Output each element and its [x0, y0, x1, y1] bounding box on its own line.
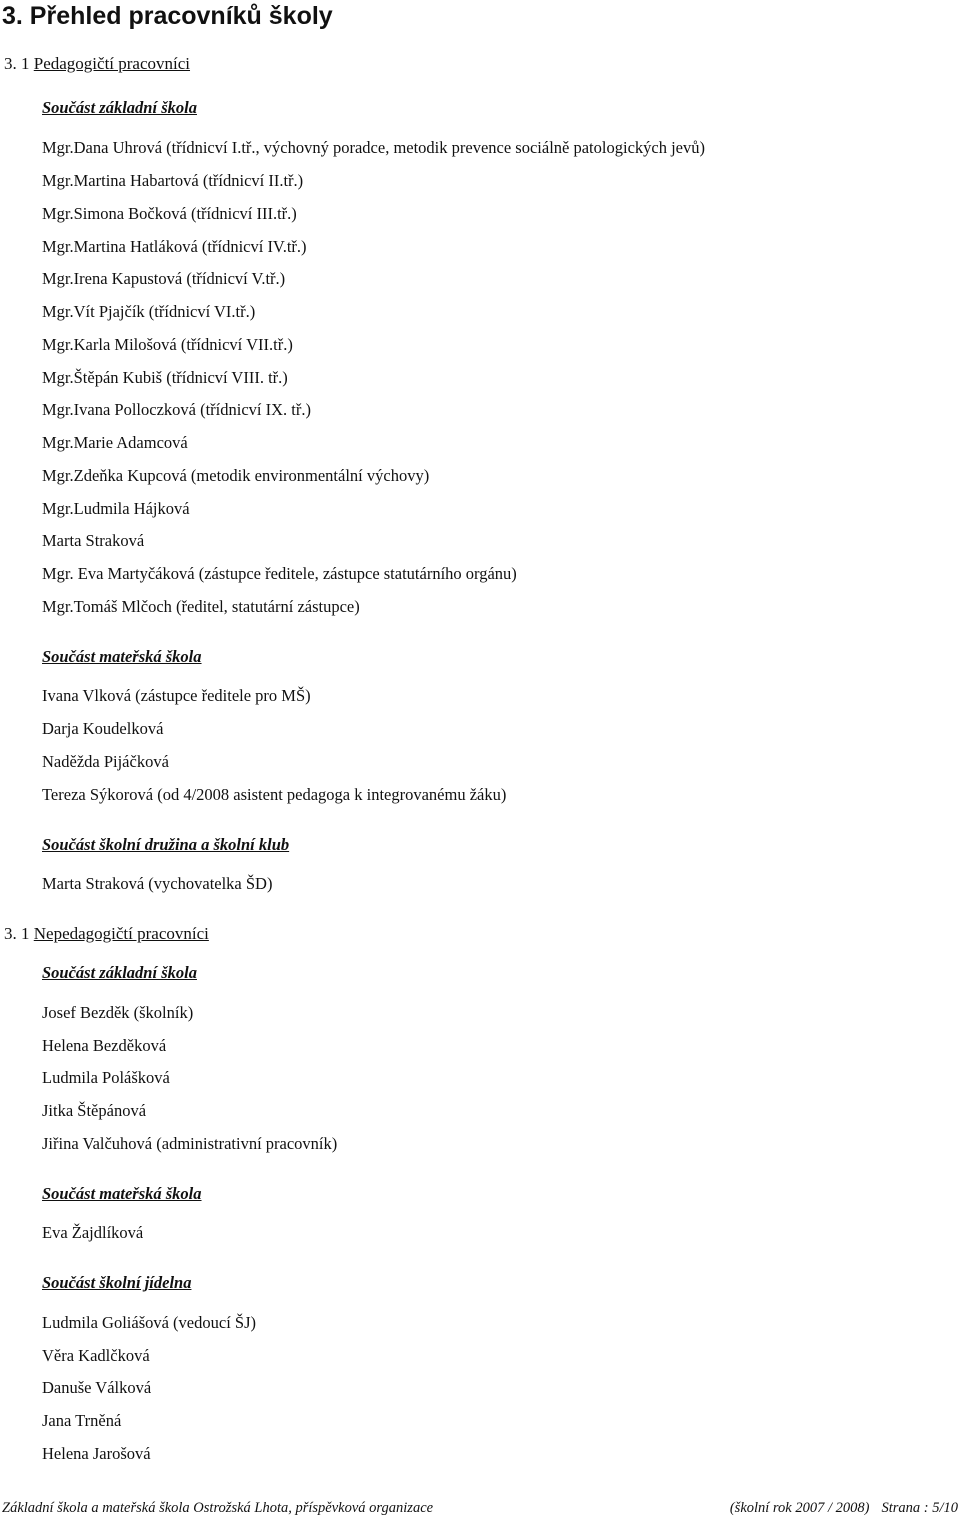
list-item: Marta Straková (vychovatelka ŠD): [42, 874, 273, 893]
list-item: Mgr.Štěpán Kubiš (třídnicví VIII. tř.): [42, 368, 288, 387]
section-number: 3. 1: [4, 924, 30, 943]
footer-page-number: Strana : 5/10: [881, 1500, 958, 1516]
list-item: Danuše Válková: [42, 1378, 152, 1397]
list-item: Mgr.Martina Hatláková (třídnicví IV.tř.): [42, 237, 307, 256]
list-item: Tereza Sýkorová (od 4/2008 asistent pedagoga k integrovanému žáku): [42, 785, 507, 804]
group-heading-zs: Součást základní škola: [42, 98, 197, 117]
list-item: Mgr.Irena Kapustová (třídnicví V.tř.): [42, 269, 286, 288]
list-item: Mgr.Ivana Polloczková (třídnicví IX. tř.): [42, 400, 311, 419]
list-item: Jiřina Valčuhová (administrativní pracovník): [42, 1134, 338, 1153]
list-item: Mgr.Ludmila Hájková: [42, 499, 190, 518]
list-item: Mgr.Martina Habartová (třídnicví II.tř.): [42, 171, 304, 190]
page-title: 3. Přehled pracovníků školy: [2, 2, 333, 30]
list-item: Mgr.Vít Pjajčík (třídnicví VI.tř.): [42, 302, 256, 321]
section-heading-nonpedagogical: [4, 923, 209, 945]
list-item: Naděžda Pijáčková: [42, 752, 169, 771]
list-item: Mgr.Zdeňka Kupcová (metodik environmentální výchovy): [42, 466, 430, 485]
list-item: Marta Straková: [42, 531, 145, 550]
list-item: Ivana Vlková (zástupce ředitele pro MŠ): [42, 686, 311, 705]
footer-school-year: (školní rok 2007 / 2008): [729, 1500, 870, 1516]
list-item: Mgr.Simona Bočková (třídnicví III.tř.): [42, 204, 297, 223]
list-item: Mgr.Marie Adamcová: [42, 433, 188, 452]
list-item: Josef Bezděk (školník): [42, 1003, 194, 1022]
footer-organization: Základní škola a mateřská škola Ostrožská Lhota, příspěvková organizace: [2, 1500, 434, 1516]
list-item: Věra Kadlčková: [42, 1346, 150, 1365]
footer-meta: [730, 1498, 958, 1518]
list-item: Jana Trněná: [42, 1411, 122, 1430]
section-title: Nepedagogičtí pracovníci: [33, 924, 209, 943]
section-title: Pedagogičtí pracovníci: [33, 54, 191, 73]
group-heading-zs: Součást základní škola: [42, 963, 197, 982]
list-item: Darja Koudelková: [42, 719, 164, 738]
list-item: Helena Bezděková: [42, 1036, 167, 1055]
list-item: Jitka Štěpánová: [42, 1101, 147, 1120]
list-item: Mgr.Tomáš Mlčoch (ředitel, statutární zástupce): [42, 597, 360, 616]
group-heading-ms: Součást mateřská škola: [42, 647, 202, 666]
list-item: Ludmila Goliášová (vedoucí ŠJ): [42, 1313, 257, 1332]
section-number: 3. 1: [4, 54, 30, 73]
list-item: Mgr.Dana Uhrová (třídnicví I.tř., výchovný poradce, metodik prevence sociálně patologických jevů): [42, 138, 705, 157]
list-item: Ludmila Polášková: [42, 1068, 170, 1087]
group-heading-sj: Součást školní jídelna: [42, 1273, 192, 1292]
list-item: Helena Jarošová: [42, 1444, 151, 1463]
list-item: Mgr.Karla Milošová (třídnicví VII.tř.): [42, 335, 293, 354]
group-heading-ms: Součást mateřská škola: [42, 1184, 202, 1203]
group-heading-sd: Součást školní družina a školní klub: [42, 835, 290, 854]
section-heading-pedagogical: [4, 53, 190, 75]
list-item: Eva Žajdlíková: [42, 1223, 144, 1242]
list-item: Mgr. Eva Martyčáková (zástupce ředitele, zástupce statutárního orgánu): [42, 564, 517, 583]
